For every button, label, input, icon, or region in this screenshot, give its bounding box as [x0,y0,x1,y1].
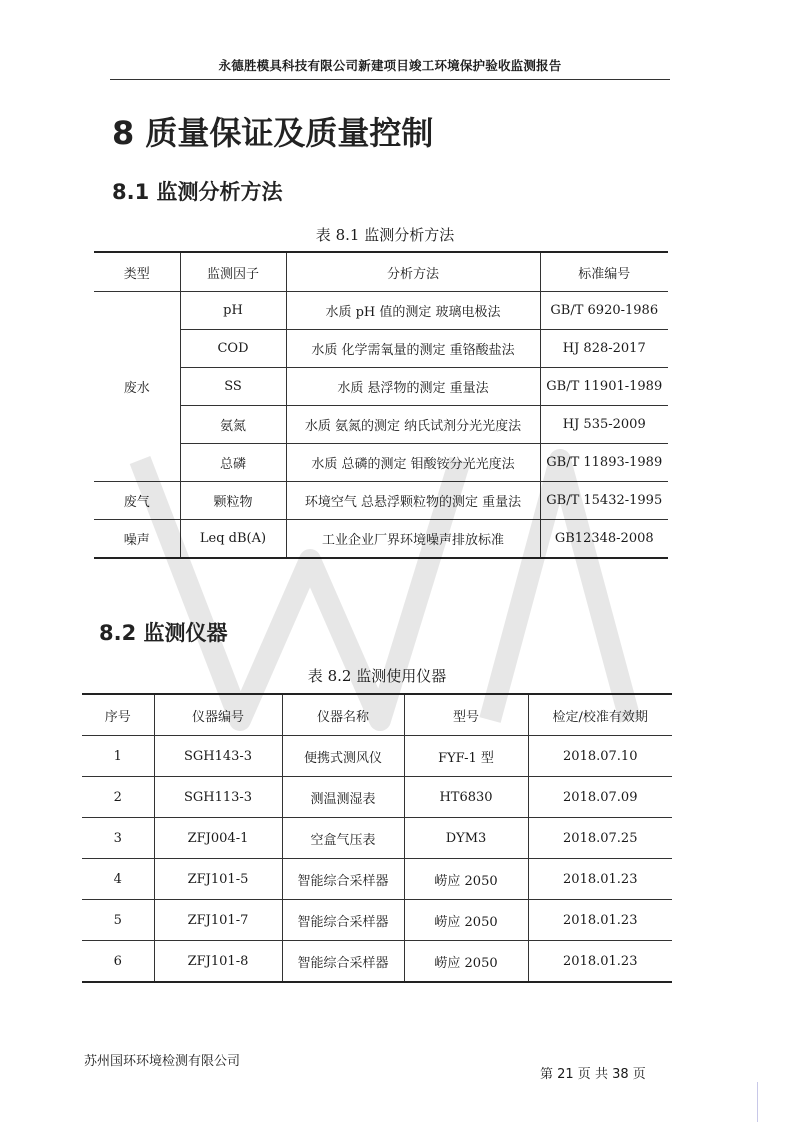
table-row [94,368,668,406]
method-cell: 水质 氨氮的测定 纳氏试剂分光光度法 [286,406,540,444]
table-row [94,444,668,482]
code-cell: ZFJ101-5 [154,859,282,900]
table-row [82,900,672,941]
column-header: 仪器编号 [154,694,282,736]
validity-cell: 2018.07.25 [528,818,672,859]
table-row [94,330,668,368]
instruments-table [82,693,672,983]
column-header: 监测因子 [180,252,286,292]
validity-cell: 2018.07.10 [528,736,672,777]
code-cell: ZFJ004-1 [154,818,282,859]
column-header: 标准编号 [540,252,668,292]
index-cell: 6 [82,941,154,983]
factor-cell: 颗粒物 [180,482,286,520]
standard-cell: GB/T 11901-1989 [540,368,668,406]
column-header: 型号 [404,694,528,736]
factor-cell: 总磷 [180,444,286,482]
validity-cell: 2018.01.23 [528,941,672,983]
method-cell: 工业企业厂界环境噪声排放标准 [286,520,540,559]
method-cell: 水质 悬浮物的测定 重量法 [286,368,540,406]
type-cell: 噪声 [94,520,180,559]
factor-cell: 氨氮 [180,406,286,444]
name-cell: 智能综合采样器 [282,859,404,900]
table-header-row [94,252,668,292]
model-cell: FYF-1 型 [404,736,528,777]
index-cell: 2 [82,777,154,818]
code-cell: SGH143-3 [154,736,282,777]
table-row [94,520,668,559]
table-row [94,292,668,330]
standard-cell: HJ 828-2017 [540,330,668,368]
index-cell: 3 [82,818,154,859]
type-cell: 废水 [94,292,180,482]
analysis-methods-table [94,251,668,559]
code-cell: SGH113-3 [154,777,282,818]
table-row [94,406,668,444]
column-header: 类型 [94,252,180,292]
column-header: 检定/校准有效期 [528,694,672,736]
validity-cell: 2018.07.09 [528,777,672,818]
method-cell: 环境空气 总悬浮颗粒物的测定 重量法 [286,482,540,520]
model-cell: DYM3 [404,818,528,859]
index-cell: 4 [82,859,154,900]
validity-cell: 2018.01.23 [528,859,672,900]
footer-company: 苏州国环环境检测有限公司 [84,1054,241,1069]
scan-edge-line [757,1082,758,1122]
name-cell: 智能综合采样器 [282,900,404,941]
table-row [82,777,672,818]
model-cell: HT6830 [404,777,528,818]
model-cell: 崂应 2050 [404,941,528,983]
model-cell: 崂应 2050 [404,859,528,900]
name-cell: 测温测湿表 [282,777,404,818]
table-row [82,859,672,900]
report-header-title: 永德胜模具科技有限公司新建项目竣工环境保护验收监测报告 [218,58,562,73]
standard-cell: GB12348-2008 [540,520,668,559]
table-row [82,941,672,983]
table-row [94,482,668,520]
validity-cell: 2018.01.23 [528,900,672,941]
index-cell: 5 [82,900,154,941]
standard-cell: HJ 535-2009 [540,406,668,444]
standard-cell: GB/T 15432-1995 [540,482,668,520]
table-row [82,736,672,777]
index-cell: 1 [82,736,154,777]
factor-cell: COD [180,330,286,368]
method-cell: 水质 总磷的测定 钼酸铵分光光度法 [286,444,540,482]
table-header-row [82,694,672,736]
header-rule [110,79,670,80]
column-header: 仪器名称 [282,694,404,736]
factor-cell: Leq dB(A) [180,520,286,559]
table-caption-8-1: 表 8.1 监测分析方法 [315,226,455,244]
footer-page-number: 第 21 页 共 38 页 [540,1067,646,1082]
table-row [82,818,672,859]
factor-cell: SS [180,368,286,406]
column-header: 分析方法 [286,252,540,292]
type-cell: 废气 [94,482,180,520]
table-caption-8-2: 表 8.2 监测使用仪器 [307,667,447,685]
factor-cell: pH [180,292,286,330]
method-cell: 水质 pH 值的测定 玻璃电极法 [286,292,540,330]
standard-cell: GB/T 6920-1986 [540,292,668,330]
section-heading-8-1: 8.1 监测分析方法 [112,180,283,204]
standard-cell: GB/T 11893-1989 [540,444,668,482]
section-heading-8-2: 8.2 监测仪器 [99,621,228,645]
name-cell: 智能综合采样器 [282,941,404,983]
code-cell: ZFJ101-8 [154,941,282,983]
chapter-heading: 8 质量保证及质量控制 [112,114,434,152]
code-cell: ZFJ101-7 [154,900,282,941]
model-cell: 崂应 2050 [404,900,528,941]
method-cell: 水质 化学需氧量的测定 重铬酸盐法 [286,330,540,368]
column-header: 序号 [82,694,154,736]
name-cell: 空盒气压表 [282,818,404,859]
name-cell: 便携式测风仪 [282,736,404,777]
